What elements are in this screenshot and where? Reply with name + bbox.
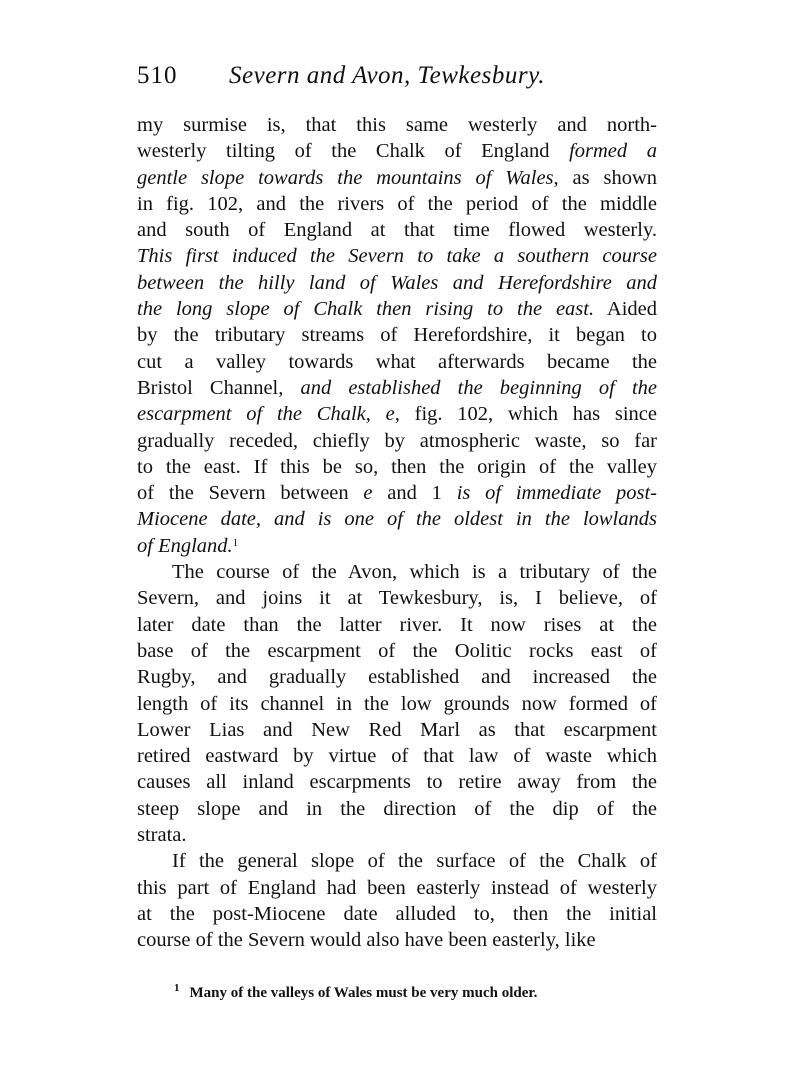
text-line: [137, 717, 657, 743]
text-run: of the Severn between: [137, 482, 364, 505]
text-run: , fig. 102, which has since: [394, 403, 657, 426]
text-line: [137, 769, 657, 795]
text-line: [137, 243, 657, 269]
footnote-marker: 1: [174, 982, 180, 994]
text-run: at the post-Miocene date alluded to, then the initial: [137, 902, 657, 925]
text-line: [137, 585, 657, 611]
footnote-text: Many of the valleys of Wales must be very much older.: [189, 985, 538, 1001]
text-line: [137, 506, 657, 532]
text-line: [137, 112, 657, 138]
text-run: cut a valley towards what afterwards became the: [137, 350, 657, 373]
text-run: and 1: [372, 482, 457, 505]
paragraph: [137, 848, 657, 953]
running-header: [137, 62, 657, 102]
text-line: [137, 375, 657, 401]
page-number: 510: [137, 62, 178, 89]
text-run: length of its channel in the low grounds now formed of: [137, 692, 657, 715]
italic-text: gentle slope towards the mountains of Wales: [137, 166, 554, 189]
text-run: by the tributary streams of Herefordshire, it began to: [137, 324, 657, 347]
text-line: [137, 559, 657, 585]
text-line: [137, 848, 657, 874]
italic-text: e: [385, 403, 395, 426]
italic-text: e: [363, 482, 373, 505]
italic-text: formed a: [569, 140, 657, 163]
text-run: base of the escarpment of the Oolitic rocks east of: [137, 639, 657, 662]
text-line: [137, 401, 657, 427]
text-line: [137, 296, 657, 322]
text-run: my surmise is, that this same westerly and north-: [137, 114, 657, 136]
text-line: [137, 664, 657, 690]
text-run: If the general slope of the surface of the Chalk of: [172, 850, 657, 873]
running-title: Severn and Avon, Tewkesbury.: [229, 62, 546, 89]
text-run: in fig. 102, and the rivers of the period of the middle: [137, 192, 657, 215]
text-line: [137, 638, 657, 664]
text-line: [137, 691, 657, 717]
text-line: [137, 822, 657, 848]
text-line: [137, 796, 657, 822]
italic-text: Miocene date, and is one of the oldest in the lowlands: [137, 508, 657, 531]
text-line: [137, 743, 657, 769]
text-run: steep slope and in the direction of the dip of the: [137, 797, 657, 820]
text-line: [137, 480, 657, 506]
text-run: to the east. If this be so, then the origin of the valley: [137, 455, 657, 478]
text-run: ,: [365, 403, 386, 426]
italic-text: between the hilly land of Wales and Herefordshire and: [137, 271, 657, 294]
text-run: Severn, and joins it at Tewkesbury, is, I believe, of: [137, 587, 657, 610]
italic-text: of England.: [137, 534, 233, 557]
text-run: Bristol Channel,: [137, 376, 301, 399]
text-run: causes all inland escarpments to retire away from the: [137, 771, 657, 794]
body-text: [137, 112, 657, 954]
text-run: westerly tilting of the Chalk of England: [137, 140, 570, 163]
text-line: [137, 454, 657, 480]
text-line: [137, 322, 657, 348]
italic-text: escarpment of the Chalk: [137, 403, 366, 426]
text-line: [137, 270, 657, 296]
text-run: this part of England had been easterly instead of westerly: [137, 876, 657, 899]
italic-text: and established the beginning of the: [300, 376, 657, 399]
footnote: [174, 982, 644, 1002]
text-run: gradually receded, chiefly by atmospheric waste, so far: [137, 429, 657, 452]
text-run: and south of England at that time flowed westerly.: [137, 219, 657, 242]
text-run: Lower Lias and New Red Marl as that escarpment: [137, 718, 657, 741]
text-line: [137, 533, 657, 559]
text-run: The course of the Avon, which is a tributary of the: [172, 561, 657, 584]
italic-text: is of immediate post-: [456, 482, 658, 505]
text-line: [137, 875, 657, 901]
text-line: [137, 138, 657, 164]
paragraph: [137, 559, 657, 848]
italic-text: This first induced the Severn to take a southern course: [137, 245, 657, 268]
text-run: , as shown: [553, 166, 658, 189]
text-line: [137, 165, 657, 191]
text-run: later date than the latter river. It now rises at the: [137, 613, 657, 636]
text-line: [137, 217, 657, 243]
text-line: [137, 612, 657, 638]
text-line: [137, 927, 657, 953]
text-line: [137, 349, 657, 375]
footnote-reference: 1: [232, 536, 239, 549]
text-line: [137, 428, 657, 454]
text-run: course of the Severn would also have been easterly, like: [137, 929, 596, 952]
text-run: retired eastward by virtue of that law of waste which: [137, 745, 657, 768]
text-line: [137, 901, 657, 927]
text-run: Rugby, and gradually established and increased the: [137, 666, 657, 689]
text-run: Aided: [594, 298, 657, 321]
text-run: strata.: [137, 824, 187, 847]
text-line: [137, 191, 657, 217]
italic-text: the long slope of Chalk then rising to the east.: [137, 298, 595, 321]
paragraph: [137, 112, 657, 559]
